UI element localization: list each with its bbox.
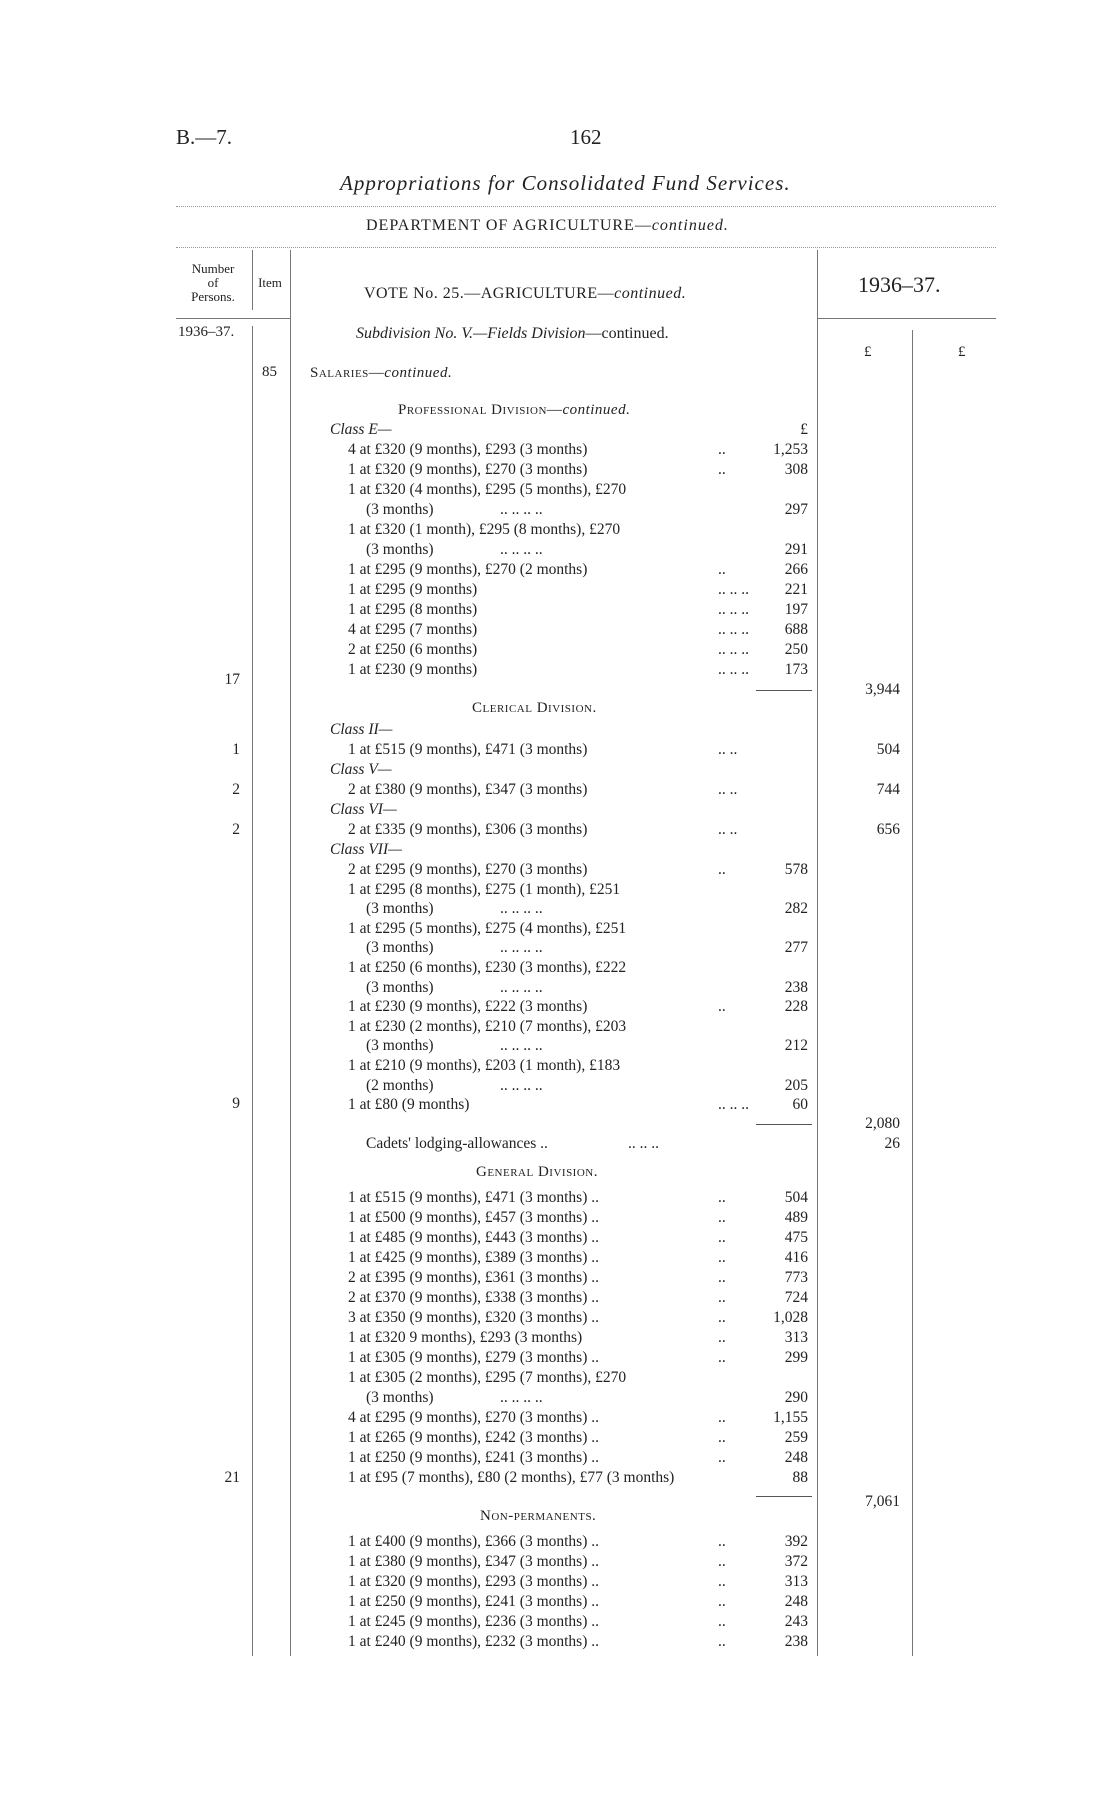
department-divider (176, 247, 996, 248)
clerical-row-dots: .. .. .. .. (500, 978, 543, 996)
clerical-row-desc: 1 at £210 (9 months), £203 (1 month), £183 (348, 1057, 621, 1074)
clerical-row-desc: (3 months) (366, 900, 434, 918)
non-permanent-row-dots: .. (718, 1593, 726, 1610)
general-row-desc: 1 at £305 (9 months), £279 (3 months) .. (348, 1349, 599, 1366)
general-row-desc: 1 at £305 (2 months), £295 (7 months), £270 (348, 1369, 627, 1386)
professional-row-amount: 221 (784, 581, 808, 598)
header-rule-left (176, 318, 290, 319)
clerical-row-desc: 1 at £295 (5 months), £275 (4 months), £251 (348, 919, 627, 937)
subdivision-title: Subdivision No. V.—Fields Division—continued. (356, 325, 669, 342)
general-row (0, 1228, 1114, 1248)
non-permanent-row (0, 1572, 1114, 1592)
class-vii-label-row (0, 840, 1114, 860)
clerical-row-dots: .. (718, 998, 726, 1016)
general-row-amount: 1,028 (773, 1309, 808, 1326)
professional-total: 3,944 (865, 681, 900, 698)
cadets-total: 26 (884, 1135, 900, 1152)
professional-row-desc: 4 at £295 (7 months) (348, 621, 478, 638)
professional-row (0, 540, 1114, 560)
professional-row (0, 440, 1114, 460)
general-row-dots: .. (718, 1269, 726, 1286)
non-permanent-row-amount: 248 (784, 1593, 808, 1610)
professional-row-amount: 250 (784, 641, 808, 658)
general-row (0, 1368, 1114, 1388)
professional-row (0, 520, 1114, 540)
general-row-desc: (3 months) (366, 1389, 434, 1406)
clerical-persons: 9 (232, 1095, 240, 1112)
professional-row-desc: (3 months) (366, 501, 434, 518)
professional-row-desc: 2 at £250 (6 months) (348, 641, 478, 658)
general-row (0, 1408, 1114, 1428)
class-vii-label: Class VII— (330, 841, 402, 858)
general-row-desc: 1 at £250 (9 months), £241 (3 months) .. (348, 1449, 599, 1466)
non-permanent-row-desc: 1 at £400 (9 months), £366 (3 months) .. (348, 1533, 599, 1550)
general-row (0, 1388, 1114, 1408)
clerical-row-dots: .. .. .. .. (500, 1076, 543, 1094)
class-ii-label-row (0, 720, 1114, 740)
general-persons: 21 (224, 1469, 240, 1486)
non-permanent-row (0, 1592, 1114, 1612)
clerical-row-amount: 238 (784, 978, 808, 996)
non-permanent-row-amount: 392 (784, 1533, 808, 1550)
vote-title: VOTE No. 25.—AGRICULTURE—continued. (364, 285, 687, 302)
professional-row (0, 500, 1114, 520)
clerical-row-desc: 1 at £295 (8 months), £275 (1 month), £251 (348, 880, 621, 898)
general-persons-row (0, 1468, 1114, 1488)
clerical-row (0, 938, 1114, 958)
general-row-amount: 259 (784, 1429, 808, 1446)
general-row-amount: 504 (784, 1189, 808, 1206)
general-row-dots: .. (718, 1249, 726, 1266)
non-permanent-row-desc: 1 at £245 (9 months), £236 (3 months) .. (348, 1613, 599, 1630)
professional-row-dots: .. .. .. (718, 641, 749, 658)
pound-sign-a: £ (864, 344, 872, 360)
clerical-row (0, 1076, 1114, 1096)
department-heading: DEPARTMENT OF AGRICULTURE—continued. (366, 217, 729, 234)
general-row-desc: 1 at £515 (9 months), £471 (3 months) .. (348, 1189, 599, 1206)
general-row-amount: 416 (784, 1249, 808, 1266)
class-ii-desc: 1 at £515 (9 months), £471 (3 months) (348, 741, 588, 758)
general-row (0, 1448, 1114, 1468)
professional-row-dots: .. .. .. (718, 581, 749, 598)
non-permanent-row-dots: .. (718, 1553, 726, 1570)
page-title: Appropriations for Consolidated Fund Services. (340, 171, 791, 195)
class-vi-row (0, 820, 1114, 840)
professional-row-dots: .. (718, 561, 726, 578)
clerical-row-dots: .. .. .. .. (500, 939, 543, 957)
clerical-row (0, 860, 1114, 880)
clerical-row-desc: (2 months) (366, 1076, 434, 1094)
general-row-dots: .. (718, 1349, 726, 1366)
general-row-dots: .. (718, 1449, 726, 1466)
column-rule-persons (252, 250, 253, 310)
non-permanent-row (0, 1552, 1114, 1572)
clerical-row-desc: 1 at £230 (9 months), £222 (3 months) (348, 998, 588, 1016)
item-number: 85 (262, 364, 277, 380)
non-permanent-row-amount: 372 (784, 1553, 808, 1570)
clerical-row (0, 958, 1114, 978)
professional-row-desc: 1 at £230 (9 months) (348, 661, 478, 678)
general-row-desc: 1 at £485 (9 months), £443 (3 months) .. (348, 1229, 599, 1246)
professional-row-amount: 308 (784, 461, 808, 478)
general-row (0, 1248, 1114, 1268)
pound-sign-b: £ (958, 344, 966, 360)
general-row-amount: 290 (784, 1389, 808, 1406)
clerical-total: 2,080 (865, 1115, 900, 1132)
professional-row-dots: .. (718, 441, 726, 458)
professional-row-amount: 291 (784, 541, 808, 558)
general-row (0, 1428, 1114, 1448)
general-row (0, 1188, 1114, 1208)
clerical-row-dots: .. (718, 861, 726, 878)
class-e-label-row (0, 420, 1114, 440)
general-row-desc: 1 at £95 (7 months), £80 (2 months), £77 (3 months) (348, 1469, 675, 1486)
clerical-row-dots: .. .. .. .. (500, 1037, 543, 1055)
non-permanent-row-desc: 1 at £380 (9 months), £347 (3 months) .. (348, 1553, 599, 1570)
general-row-amount: 313 (784, 1329, 808, 1346)
class-v-desc: 2 at £380 (9 months), £347 (3 months) (348, 781, 588, 798)
general-row-dots: .. (718, 1229, 726, 1246)
non-permanent-row-dots: .. (718, 1613, 726, 1630)
general-row (0, 1328, 1114, 1348)
non-permanent-row (0, 1612, 1114, 1632)
class-ii-dots: .. .. (718, 741, 738, 758)
clerical-row-amount: 282 (784, 900, 808, 918)
clerical-row-desc: (3 months) (366, 939, 434, 957)
clerical-row-dots: .. .. .. (718, 1096, 749, 1114)
clerical-row-amount: 277 (784, 939, 808, 957)
professional-row-amount: 297 (784, 501, 808, 518)
professional-row-dots: .. .. .. (718, 661, 749, 678)
general-row-dots: .. (718, 1189, 726, 1206)
professional-row-dots: .. (718, 461, 726, 478)
professional-row (0, 580, 1114, 600)
general-row-amount: 724 (784, 1289, 808, 1306)
clerical-division-heading: Clerical Division. (472, 700, 597, 716)
clerical-row (0, 880, 1114, 900)
class-v-dots: .. .. (718, 781, 738, 798)
professional-division-heading: Professional Division—continued. (398, 402, 631, 418)
general-row-amount: 489 (784, 1209, 808, 1226)
professional-row-desc: 1 at £320 (4 months), £295 (5 months), £270 (348, 481, 627, 498)
class-ii-persons: 1 (232, 741, 240, 758)
general-division-heading: General Division. (476, 1164, 598, 1180)
general-row-dots: .. (718, 1429, 726, 1446)
clerical-row-desc: (3 months) (366, 978, 434, 996)
professional-row (0, 620, 1114, 640)
non-permanent-row-dots: .. (718, 1633, 726, 1650)
professional-row-desc: 4 at £320 (9 months), £293 (3 months) (348, 441, 588, 458)
general-row-desc: 3 at £350 (9 months), £320 (3 months) .. (348, 1309, 599, 1326)
class-v-label-row (0, 760, 1114, 780)
general-row (0, 1308, 1114, 1328)
clerical-row (0, 1056, 1114, 1076)
class-vi-label: Class VI— (330, 801, 397, 818)
general-row (0, 1348, 1114, 1368)
non-permanent-row-dots: .. (718, 1533, 726, 1550)
clerical-row (0, 978, 1114, 998)
professional-row-amount: 1,253 (773, 441, 808, 458)
professional-row-amount: 197 (784, 601, 808, 618)
non-permanent-row (0, 1532, 1114, 1552)
clerical-row (0, 899, 1114, 919)
professional-row-dots: .. .. .. (718, 621, 749, 638)
clerical-row-dots: .. .. .. .. (500, 900, 543, 918)
document-code: B.—7. (176, 125, 233, 149)
non-permanents-heading: Non-permanents. (480, 1508, 597, 1524)
general-row-amount: 299 (784, 1349, 808, 1366)
non-permanent-row-desc: 1 at £320 (9 months), £293 (3 months) .. (348, 1573, 599, 1590)
year-header-right: 1936–37. (858, 272, 941, 297)
non-permanent-row (0, 1632, 1114, 1652)
class-vi-total: 656 (876, 821, 900, 838)
non-permanent-row-dots: .. (718, 1573, 726, 1590)
general-row-amount: 475 (784, 1229, 808, 1246)
clerical-row-amount: 578 (784, 861, 808, 878)
class-e-label: Class E— (330, 421, 392, 438)
general-row-dots: .. (718, 1289, 726, 1306)
professional-row-dots: .. .. .. .. (500, 501, 543, 518)
non-permanent-row-amount: 243 (784, 1613, 808, 1630)
salaries-heading: Salaries—continued. (310, 365, 453, 381)
clerical-row-amount: 60 (792, 1096, 808, 1114)
clerical-persons-row (0, 1094, 1114, 1114)
clerical-row-desc: 1 at £80 (9 months) (348, 1096, 470, 1114)
number-of-persons-header: Number of Persons. (191, 261, 235, 304)
general-row-desc: 2 at £395 (9 months), £361 (3 months) .. (348, 1269, 599, 1286)
professional-row-dots: .. .. .. (718, 601, 749, 618)
class-v-label: Class V— (330, 761, 392, 778)
general-row-amount: 773 (784, 1269, 808, 1286)
clerical-row (0, 1017, 1114, 1037)
professional-row-desc: 1 at £320 (1 month), £295 (8 months), £270 (348, 521, 621, 538)
non-permanent-row-amount: 313 (784, 1573, 808, 1590)
professional-row-amount: 266 (784, 561, 808, 578)
clerical-row (0, 997, 1114, 1017)
general-row (0, 1268, 1114, 1288)
general-total: 7,061 (865, 1493, 900, 1510)
class-vi-dots: .. .. (718, 821, 738, 838)
professional-row-desc: (3 months) (366, 541, 434, 558)
clerical-row-desc: 1 at £230 (2 months), £210 (7 months), £203 (348, 1017, 627, 1035)
general-row-desc: 2 at £370 (9 months), £338 (3 months) .. (348, 1289, 599, 1306)
professional-row-amount: 688 (784, 621, 808, 638)
general-row-dots: .. (718, 1209, 726, 1226)
clerical-row-amount: 228 (784, 998, 808, 1016)
professional-row-desc: 1 at £295 (9 months) (348, 581, 478, 598)
professional-row-amount: 173 (784, 661, 808, 678)
professional-row (0, 460, 1114, 480)
pound-sign-c: £ (800, 421, 808, 438)
clerical-row-desc: (3 months) (366, 1037, 434, 1055)
general-row-dots: .. (718, 1329, 726, 1346)
clerical-row-desc: 1 at £250 (6 months), £230 (3 months), £222 (348, 959, 627, 976)
professional-row-desc: 1 at £295 (8 months) (348, 601, 478, 618)
cadets-dots: .. .. .. (628, 1135, 659, 1152)
page-number: 162 (570, 125, 602, 149)
general-row-dots: .. (718, 1309, 726, 1326)
general-row-amount: 1,155 (773, 1409, 808, 1426)
professional-row (0, 640, 1114, 660)
general-row (0, 1208, 1114, 1228)
general-row-desc: 1 at £320 9 months), £293 (3 months) (348, 1329, 583, 1346)
clerical-row-amount: 205 (784, 1076, 808, 1094)
professional-total-row (0, 680, 1114, 700)
general-row-dots: .. .. .. .. (500, 1389, 543, 1406)
general-row-desc: 4 at £295 (9 months), £270 (3 months) .. (348, 1409, 599, 1426)
cadets-row (0, 1134, 1114, 1154)
professional-row-desc: 1 at £295 (9 months), £270 (2 months) (348, 561, 588, 578)
class-v-row (0, 780, 1114, 800)
class-v-total: 744 (876, 781, 900, 798)
clerical-row (0, 1036, 1114, 1056)
general-row-amount: 248 (784, 1449, 808, 1466)
cadets-desc: Cadets' lodging-allowances .. (366, 1135, 548, 1152)
class-vi-persons: 2 (232, 821, 240, 838)
non-permanent-row-amount: 238 (784, 1633, 808, 1650)
year-header-left: 1936–37. (178, 324, 235, 340)
class-v-persons: 2 (232, 781, 240, 798)
clerical-row-amount: 212 (784, 1037, 808, 1055)
clerical-total-row (0, 1114, 1114, 1134)
professional-row-desc: 1 at £320 (9 months), £270 (3 months) (348, 461, 588, 478)
professional-row-dots: .. .. .. .. (500, 541, 543, 558)
professional-row (0, 560, 1114, 580)
item-header: Item (258, 275, 282, 290)
class-ii-row (0, 740, 1114, 760)
title-divider (176, 206, 996, 207)
professional-row (0, 600, 1114, 620)
general-row-amount: 88 (792, 1469, 808, 1486)
professional-persons: 17 (224, 671, 240, 688)
class-vi-label-row (0, 800, 1114, 820)
professional-row (0, 480, 1114, 500)
general-row-desc: 1 at £500 (9 months), £457 (3 months) .. (348, 1209, 599, 1226)
general-row (0, 1288, 1114, 1308)
class-ii-total: 504 (876, 741, 900, 758)
class-ii-label: Class II— (330, 721, 393, 738)
non-permanent-row-desc: 1 at £240 (9 months), £232 (3 months) .. (348, 1633, 599, 1650)
header-rule-right (817, 318, 996, 319)
general-row-desc: 1 at £265 (9 months), £242 (3 months) .. (348, 1429, 599, 1446)
class-vi-desc: 2 at £335 (9 months), £306 (3 months) (348, 821, 588, 838)
general-row-desc: 1 at £425 (9 months), £389 (3 months) .. (348, 1249, 599, 1266)
clerical-row (0, 919, 1114, 939)
clerical-row-desc: 2 at £295 (9 months), £270 (3 months) (348, 861, 588, 878)
general-row-dots: .. (718, 1409, 726, 1426)
non-permanent-row-desc: 1 at £250 (9 months), £241 (3 months) .. (348, 1593, 599, 1610)
